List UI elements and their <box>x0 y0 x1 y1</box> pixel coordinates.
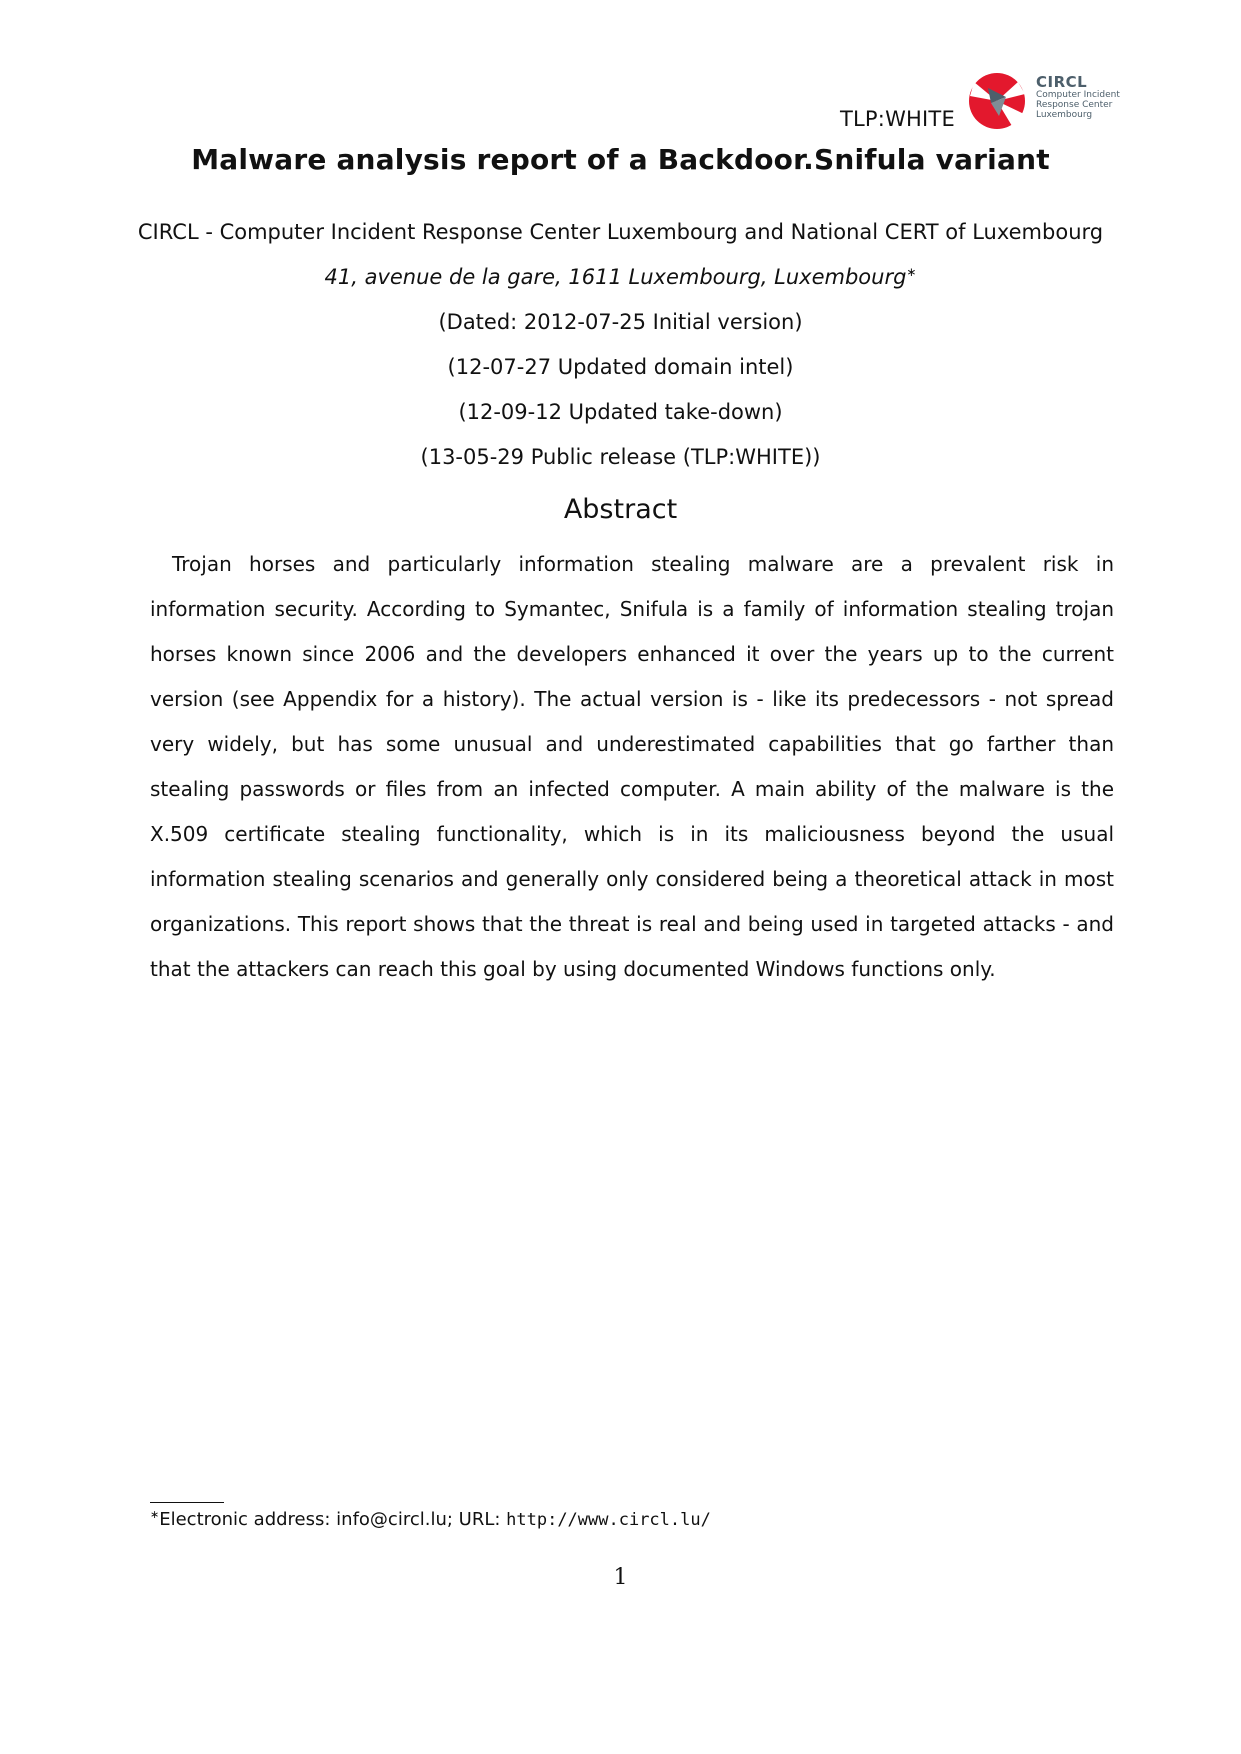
footnote-text: Electronic address: info@circl.lu; URL: <box>159 1509 507 1530</box>
date-list <box>0 310 1241 490</box>
footnote-url[interactable]: http://www.circl.lu/ <box>506 1510 711 1530</box>
date-line: (13-05-29 Public release (TLP:WHITE)) <box>420 445 821 469</box>
address-footnote-mark: ∗ <box>906 265 917 279</box>
abstract-text: Trojan horses and particularly information stealing malware are a prevalent risk in information security. According to Symantec, Snifula is a family of information stealing trojan horses known since 2006 and the developers enhanced it over the years up to the current version (see Appendix for a history). The actual version is - like its predecessors - not spread very widely, but has some unusual and underestimated capabilities that go farther than stealing passwords or files from an infected computer. A main ability of the malware is the X.509 certificate stealing functionality, which is in its maliciousness beyond the usual information stealing scenarios and generally only considered being a theoretical attack in most organizations. This report shows that the threat is real and being used in targeted attacks - and that the attackers can reach this goal by using documented Windows functions only. <box>150 552 1114 981</box>
footnote-divider <box>150 1502 224 1503</box>
paper-title: Malware analysis report of a Backdoor.Snifula variant <box>191 143 1050 176</box>
footnote <box>150 1508 711 1530</box>
date-line: (12-09-12 Updated take-down) <box>458 400 783 424</box>
affiliation: CIRCL - Computer Incident Response Center Luxembourg and National CERT of Luxembourg <box>137 220 1104 244</box>
circl-logo <box>966 70 1126 132</box>
address <box>0 265 1241 289</box>
tlp-label: TLP:WHITE <box>840 107 955 131</box>
logo-subtitle: Computer Incident Response Center Luxembourg <box>1036 90 1120 120</box>
page-number: 1 <box>613 1565 628 1590</box>
circl-logo-icon <box>966 70 1028 132</box>
logo-name: CIRCL <box>1036 73 1088 91</box>
footnote-mark: ∗ <box>150 1508 160 1521</box>
address-text: 41, avenue de la gare, 1611 Luxembourg, Luxembourg <box>324 265 907 289</box>
abstract-heading: Abstract <box>563 494 678 525</box>
date-line: (Dated: 2012-07-25 Initial version) <box>438 310 803 334</box>
date-line: (12-07-27 Updated domain intel) <box>447 355 794 379</box>
